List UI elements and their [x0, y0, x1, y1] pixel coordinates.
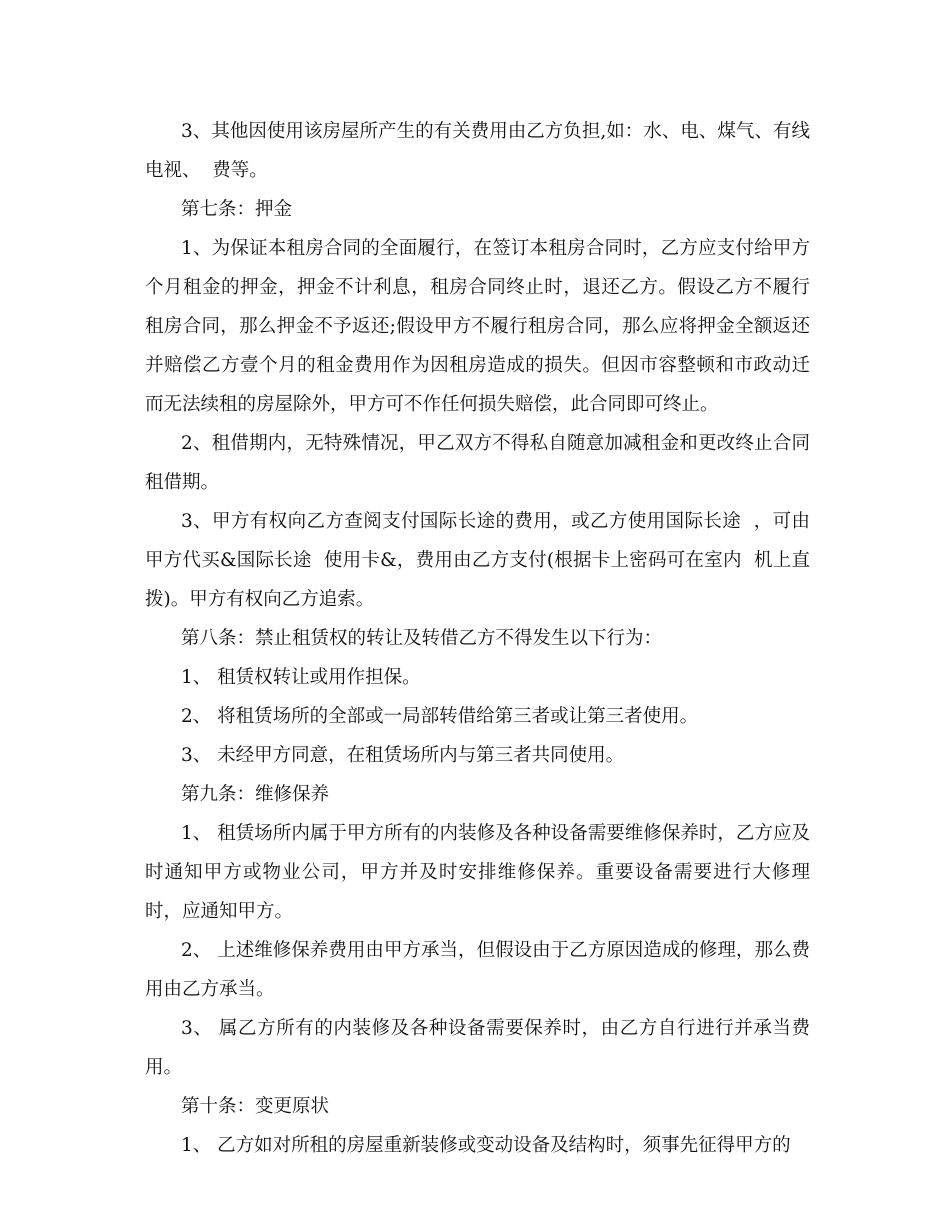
clause-7-item-2: 2、租借期内，无特殊情况，甲乙双方不得私自随意加减租金和更改终止合同租借期。 — [145, 433, 810, 493]
clause-8-item-1: 1、 租赁权转让或用作担保。 — [181, 667, 421, 688]
article-10-heading: 第十条：变更原状 — [181, 1096, 330, 1117]
article-7-heading: 第七条：押金 — [181, 199, 293, 220]
clause-7-item-1: 1、为保证本租房合同的全面履行，在签订本租房合同时，乙方应支付给甲方个月租金的押金，押金不计利息，租房合同终止时，退还乙方。假设乙方不履行租房合同，那么押金不予返还;假设甲方不履行租房合同，那么应将押金全额返还并赔偿乙方壹个月的租金费用作为因租房造成的损失。但因市容整顿和市政动迁而无法续租的房屋除外，甲方可不作任何损失赔偿，此合同即可终止。 — [145, 238, 810, 415]
clause-8-item-3: 3、 未经甲方同意，在租赁场所内与第三者共同使用。 — [181, 745, 625, 766]
clause-8-item-2: 2、 将租赁场所的全部或一局部转借给第三者或让第三者使用。 — [181, 706, 699, 727]
clause-9-item-1: 1、 租赁场所内属于甲方所有的内装修及各种设备需要维修保养时，乙方应及时通知甲方或物业公司，甲方并及时安排维修保养。重要设备需要进行大修理时，应通知甲方。 — [145, 823, 810, 922]
document-body — [145, 112, 810, 1165]
clause-7-item-3: 3、甲方有权向乙方查阅支付国际长途的费用，或乙方使用国际长途 ，可由甲方代买&国际长途 使用卡&，费用由乙方支付(根据卡上密码可在室内 机上直拨)。甲方有权向乙方追索。 — [145, 511, 810, 610]
clause-9-item-3: 3、 属乙方所有的内装修及各种设备需要保养时，由乙方自行进行并承当费用。 — [145, 1018, 810, 1078]
clause-6-item-3: 3、其他因使用该房屋所产生的有关费用由乙方负担,如：水、电、煤气、有线电视、 费等。 — [145, 121, 810, 181]
clause-10-item-1: 1、 乙方如对所租的房屋重新装修或变动设备及结构时，须事先征得甲方的 — [181, 1135, 791, 1156]
clause-9-item-2: 2、 上述维修保养费用由甲方承当，但假设由于乙方原因造成的修理，那么费用由乙方承当。 — [145, 940, 810, 1000]
article-8-heading: 第八条：禁止租赁权的转让及转借乙方不得发生以下行为： — [181, 628, 663, 649]
article-9-heading: 第九条：维修保养 — [181, 784, 330, 805]
